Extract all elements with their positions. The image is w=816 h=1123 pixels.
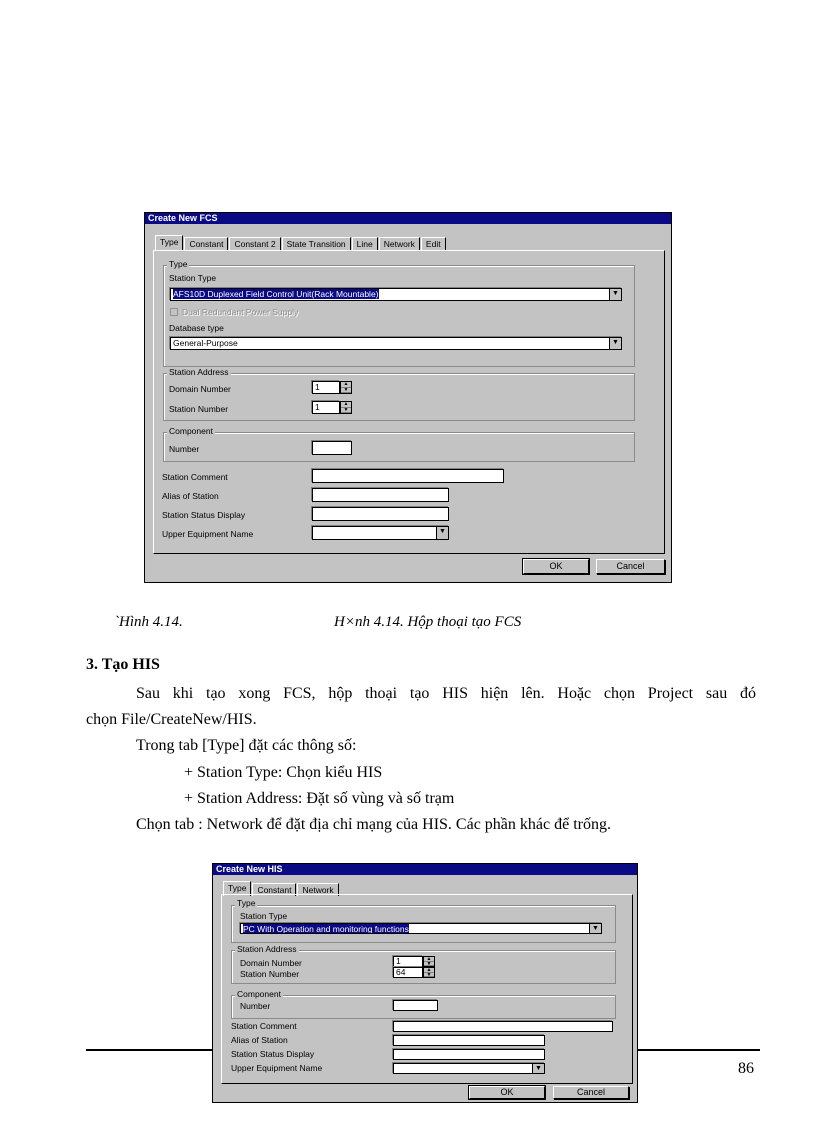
component-group-label: Component — [169, 426, 213, 436]
paragraph-1-line-1: Sau khi tạo xong FCS, hộp thoại tạo HIS hiện lên. Hoặc chọn Project sau đó — [136, 685, 756, 702]
bullet-station-address: + Station Address: Đặt số vùng và số trạm — [184, 790, 455, 807]
station-comment-label: Station Comment — [231, 1021, 297, 1031]
station-number-spinner[interactable]: ▲ ▼ — [423, 967, 435, 978]
ok-button[interactable]: OK — [469, 1086, 545, 1099]
dropdown-arrow-icon[interactable]: ▼ — [532, 1064, 544, 1073]
tab-type[interactable]: Type — [155, 235, 183, 250]
domain-number-label: Domain Number — [240, 958, 302, 968]
alias-input[interactable] — [312, 488, 449, 502]
station-number-input[interactable]: 1 — [312, 401, 340, 414]
tab-constant[interactable]: Constant — [252, 883, 296, 896]
station-number-label: Station Number — [240, 969, 300, 979]
dialog-title: Create New FCS — [145, 213, 671, 224]
station-address-group — [163, 373, 635, 421]
tab-constant[interactable]: Constant — [184, 237, 228, 250]
station-number-label: Station Number — [169, 404, 229, 414]
type-group-label: Type — [169, 259, 188, 269]
tab-line[interactable]: Line — [352, 237, 378, 250]
station-type-label: Station Type — [169, 273, 217, 283]
section-heading: 3. Tạo HIS — [86, 656, 160, 673]
tab-constant-2[interactable]: Constant 2 — [229, 237, 280, 250]
create-fcs-dialog — [144, 212, 672, 583]
number-label: Number — [240, 1001, 271, 1011]
paragraph-2: Trong tab [Type] đặt các thông số: — [136, 737, 357, 754]
tab-edit[interactable]: Edit — [421, 237, 446, 250]
domain-number-input[interactable]: 1 — [312, 381, 340, 394]
figure-caption-left: `Hình 4.14. — [114, 614, 183, 630]
domain-number-label: Domain Number — [169, 384, 231, 394]
status-display-input[interactable] — [393, 1049, 545, 1060]
station-type-value: PC With Operation and monitoring functions — [243, 924, 409, 934]
upper-equipment-dropdown[interactable] — [312, 526, 449, 540]
dual-power-label: Dual Redundant Power Supply — [182, 307, 299, 317]
number-label: Number — [169, 444, 200, 454]
paragraph-1-line-2: chọn File/CreateNew/HIS. — [86, 711, 257, 728]
station-address-group-label: Station Address — [237, 944, 297, 954]
station-comment-label: Station Comment — [162, 472, 228, 482]
station-type-dropdown[interactable] — [170, 288, 622, 301]
station-comment-input[interactable] — [393, 1021, 613, 1032]
tab-network[interactable]: Network — [297, 883, 338, 896]
dual-power-checkbox[interactable] — [170, 308, 178, 316]
status-display-label: Station Status Display — [162, 510, 246, 520]
dropdown-arrow-icon[interactable]: ▼ — [436, 527, 448, 539]
tab-type[interactable]: Type — [223, 881, 251, 896]
dropdown-arrow-icon[interactable]: ▼ — [609, 289, 621, 300]
station-comment-input[interactable] — [312, 469, 504, 483]
alias-label: Alias of Station — [162, 491, 219, 501]
create-his-dialog — [212, 863, 638, 1103]
alias-input[interactable] — [393, 1035, 545, 1046]
station-type-label: Station Type — [240, 911, 288, 921]
tab-state-transition[interactable]: State Transition — [282, 237, 351, 250]
paragraph-3: Chọn tab : Network để đặt địa chỉ mạng của HIS. Các phần khác để trống. — [136, 816, 611, 833]
tab-bar — [155, 237, 447, 250]
station-number-input[interactable]: 64 — [393, 967, 423, 978]
figure-caption-right: H×nh 4.14. Hộp thoại tạo FCS — [334, 614, 522, 630]
dropdown-arrow-icon[interactable]: ▼ — [609, 338, 621, 349]
alias-label: Alias of Station — [231, 1035, 288, 1045]
component-group-label: Component — [237, 989, 281, 999]
tab-network[interactable]: Network — [379, 237, 420, 250]
ok-button[interactable]: OK — [523, 559, 589, 574]
station-address-group-label: Station Address — [169, 367, 229, 377]
cancel-button[interactable]: Cancel — [596, 559, 665, 574]
status-display-label: Station Status Display — [231, 1049, 315, 1059]
number-input[interactable] — [393, 1000, 438, 1011]
station-type-dropdown[interactable] — [240, 923, 602, 934]
component-group — [163, 432, 635, 462]
bullet-station-type: + Station Type: Chọn kiểu HIS — [184, 764, 383, 781]
domain-number-spinner[interactable]: ▲ ▼ — [340, 381, 352, 394]
upper-equipment-label: Upper Equipment Name — [231, 1063, 323, 1073]
domain-number-input[interactable]: 1 — [393, 956, 423, 967]
number-input[interactable] — [312, 441, 352, 455]
database-type-value: General-Purpose — [173, 338, 238, 348]
page-number: 86 — [738, 1060, 754, 1077]
dialog-title: Create New HIS — [213, 864, 637, 875]
station-type-value: AFS10D Duplexed Field Control Unit(Rack Mountable) — [173, 289, 379, 299]
upper-equipment-dropdown[interactable] — [393, 1063, 545, 1074]
domain-number-spinner[interactable]: ▲ ▼ — [423, 956, 435, 967]
cancel-button[interactable]: Cancel — [553, 1086, 629, 1099]
upper-equipment-label: Upper Equipment Name — [162, 529, 254, 539]
type-group-label: Type — [237, 898, 256, 908]
dropdown-arrow-icon[interactable]: ▼ — [589, 924, 601, 933]
station-number-spinner[interactable]: ▲ ▼ — [340, 401, 352, 414]
database-type-dropdown[interactable] — [170, 337, 622, 350]
database-type-label: Database type — [169, 323, 224, 333]
status-display-input[interactable] — [312, 507, 449, 521]
